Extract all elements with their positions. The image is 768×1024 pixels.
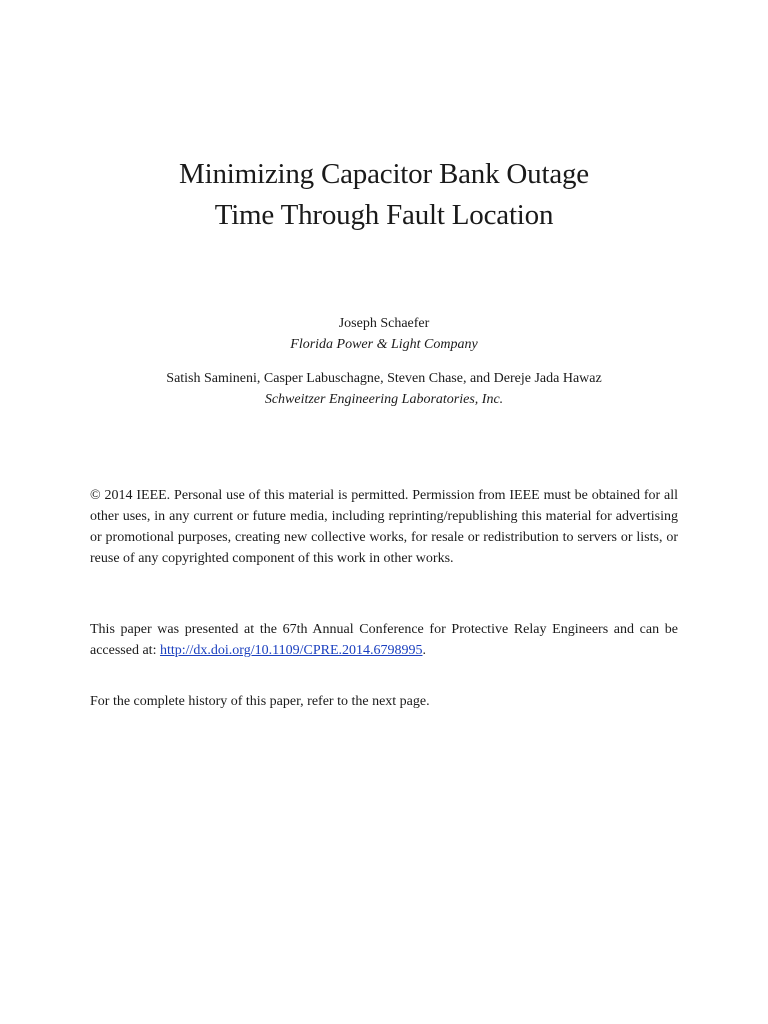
paper-title [0,154,768,236]
author-names: Joseph Schaefer [338,316,430,331]
presentation-suffix: . [422,643,426,658]
copyright-notice: © 2014 IEEE. Personal use of this material is permitted. Permission from IEEE must be obtained for all other uses, in any current or future media, including reprinting/republishing this material for advertising or promotional purposes, creating new collective works, for resale or redistribution to servers or lists, or reuse of any copyrighted component of this work in other works. [90,488,678,566]
author-names: Satish Samineni, Casper Labuschagne, Steven Chase, and Dereje Jada Hawaz [166,371,602,386]
presentation-note [90,619,678,661]
presentation-text: This paper was presented at the 67th Annual Conference for Protective Relay Engineers and can be accessed at: [90,622,678,658]
title-line-1: Minimizing Capacitor Bank Outage [179,158,589,190]
author-affiliation: Schweitzer Engineering Laboratories, Inc. [264,392,504,407]
doi-link[interactable]: http://dx.doi.org/10.1109/CPRE.2014.6798995 [159,643,423,658]
history-note: For the complete history of this paper, refer to the next page. [90,694,430,709]
author-block-2 [0,368,768,410]
author-affiliation: Florida Power & Light Company [290,337,478,352]
title-line-2: Time Through Fault Location [214,199,554,231]
author-block-1 [0,313,768,355]
